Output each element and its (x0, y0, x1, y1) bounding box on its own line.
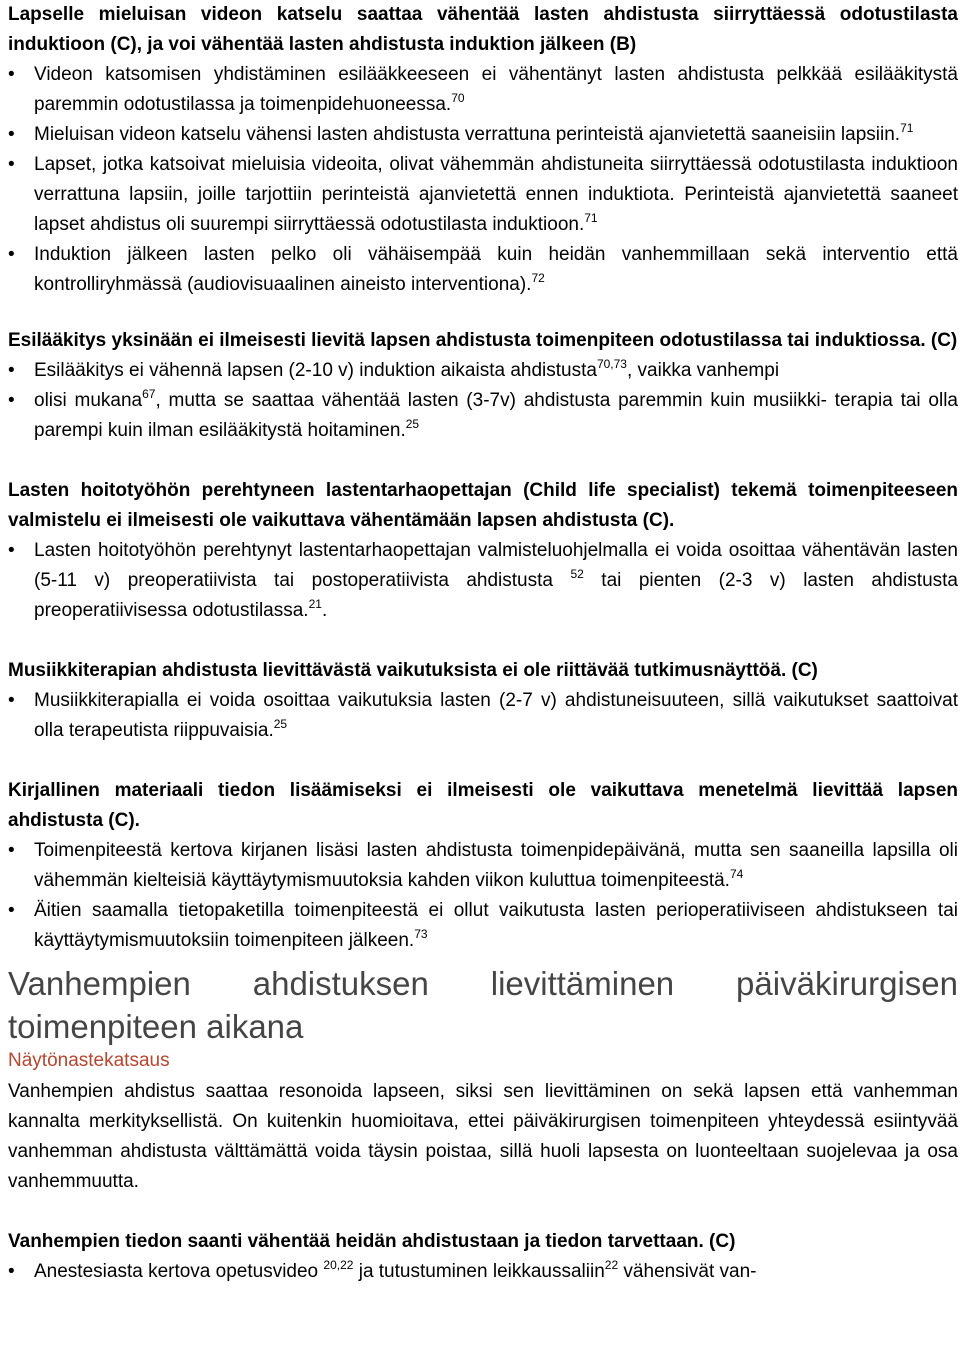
list-item: • olisi mukana$^{67}$, mutta se saattaa vähentää lasten (3-7v) ahdistusta paremmin kuin musiikki- terapia tai olla parempi kuin ilman esilääkitystä hoitaminen.$^{25}$ (8, 386, 958, 446)
bullet-list (8, 356, 958, 446)
bullet-list (8, 536, 958, 626)
reference: 71 (584, 211, 598, 225)
reference: 20,22 (323, 1258, 354, 1272)
reference: 71 (900, 121, 914, 135)
bullet-list (8, 1257, 958, 1287)
list-item: • Induktion jälkeen lasten pelko oli vähäisempää kuin heidän vanhemmillaan sekä interventio että kontrolliryhmässä (audiovisuaalinen aineisto interventiona).$^{72}$ (8, 240, 958, 300)
section-title: Musiikkiterapian ahdistusta lievittävästä vaikutuksista ei ole riittävää tutkimusnäyttöä. (C) (8, 660, 818, 681)
section-title: Lasten hoitotyöhön perehtyneen lastentarhaopettajan (Child life specialist) tekemä toimenpiteeseen valmistelu ei ilmeisesti ole vaikuttava vähentämään lapsen ahdistusta (C). (8, 480, 958, 531)
section-title: Vanhempien tiedon saanti vähentää heidän ahdistustaan ja tiedon tarvettaan. (C) (8, 1231, 736, 1252)
section-title: Kirjallinen materiaali tiedon lisäämiseksi ei ilmeisesti ole vaikuttava menetelmä lievittää lapsen ahdistusta (C). (8, 780, 958, 831)
reference: 22 (604, 1258, 619, 1272)
reference: 52 (570, 567, 584, 581)
document-page (8, 0, 958, 1287)
body-paragraph: Vanhempien ahdistus saattaa resonoida lapseen, siksi sen lievittäminen on sekä lapsen että vanhemman kannalta merkityksellistä. On kuitenkin huomioitava, ettei päiväkirurgisen toimenpiteen yhteydessä esiintyvää vanhemman ahdistusta välttämättä voida täysin poistaa, sillä huoli lapsesta on luonteeltaan suojelevaa ja osa vanhemmuutta. (8, 1081, 958, 1192)
list-item: • Mieluisan videon katselu vähensi lasten ahdistusta verrattuna perinteistä ajanvietettä saaneisiin lapsiin.$^{71}$ (8, 120, 958, 150)
reference: 21 (308, 597, 322, 611)
section-title: Esilääkitys yksinään ei ilmeisesti lievitä lapsen ahdistusta toimenpiteen odotustilassa tai induktiossa. (C) (8, 330, 958, 351)
list-item: • Toimenpiteestä kertova kirjanen lisäsi lasten ahdistusta toimenpidepäivänä, mutta sen saaneilla lapsilla oli vähemmän kielteisiä käyttäytymismuutoksia kahden viikon kuluttua toimenpiteestä.$^{74}$ (8, 836, 958, 896)
reference: 67 (142, 387, 156, 401)
bullet-list (8, 836, 958, 956)
list-item: • Äitien saamalla tietopaketilla toimenpiteestä ei ollut vaikutusta lasten perioperatiiviseen ahdistukseen tai käyttäytymismuutoksiin toimenpiteen jälkeen.$^{73}$ (8, 896, 958, 956)
chapter-heading: Vanhempien ahdistuksen lievittäminen päiväkirurgisen toimenpiteen aikana (8, 965, 958, 1045)
list-item: • Anestesiasta kertova opetusvideo $^{20,22}$ ja tutustuminen leikkaussaliin$^{22}$ vähensivät van- (8, 1257, 958, 1287)
list-item: • Videon katsomisen yhdistäminen esilääkkeeseen ei vähentänyt lasten ahdistusta pelkkää esilääkitystä paremmin odotustilassa ja toimenpidehuoneessa.$^{70}$ (8, 60, 958, 120)
bullet-list (8, 60, 958, 300)
section-title: Lapselle mieluisan videon katselu saattaa vähentää lasten ahdistusta siirryttäessä odotustilasta induktioon (C), ja voi vähentää lasten ahdistusta induktion jälkeen (B) (8, 4, 958, 55)
reference: 25 (273, 717, 288, 731)
reference: 25 (405, 417, 420, 431)
evidence-review-subheading: Näytönastekatsaus (8, 1050, 170, 1071)
list-item: • Lasten hoitotyöhön perehtynyt lastentarhaopettajan valmisteluohjelmalla ei voida osoittaa vähentävän lasten (5-11 v) preoperatiivista tai postoperatiivista ahdistusta $^{52}$ tai pienten (2-3 v) lasten ahdistusta preoperatiivisessa odotustilassa.$^{21}$. (8, 536, 958, 626)
list-item: • Musiikkiterapialla ei voida osoittaa vaikutuksia lasten (2-7 v) ahdistuneisuuteen, sillä vaikutukset saattoivat olla terapeutista riippuvaisia.$^{25}$ (8, 686, 958, 746)
list-item: • Lapset, jotka katsoivat mieluisia videoita, olivat vähemmän ahdistuneita siirryttäessä odotustilasta induktioon verrattuna lapsiin, joille tarjottiin perinteistä ajanvietettä ennen induktiota. Perinteistä ajanvietettä saaneet lapset ahdistus oli suurempi siirryttäessä odotustilasta induktioon.$^{71}$ (8, 150, 958, 240)
reference: 70 (451, 91, 465, 105)
reference: 70,73 (596, 357, 627, 371)
bullet-list (8, 686, 958, 746)
reference: 74 (729, 867, 744, 881)
list-item: • Esilääkitys ei vähennä lapsen (2-10 v) induktion aikaista ahdistusta$^{70,73}$, vaikka vanhempi (8, 356, 958, 386)
reference: 72 (531, 271, 545, 285)
reference: 73 (414, 927, 428, 941)
